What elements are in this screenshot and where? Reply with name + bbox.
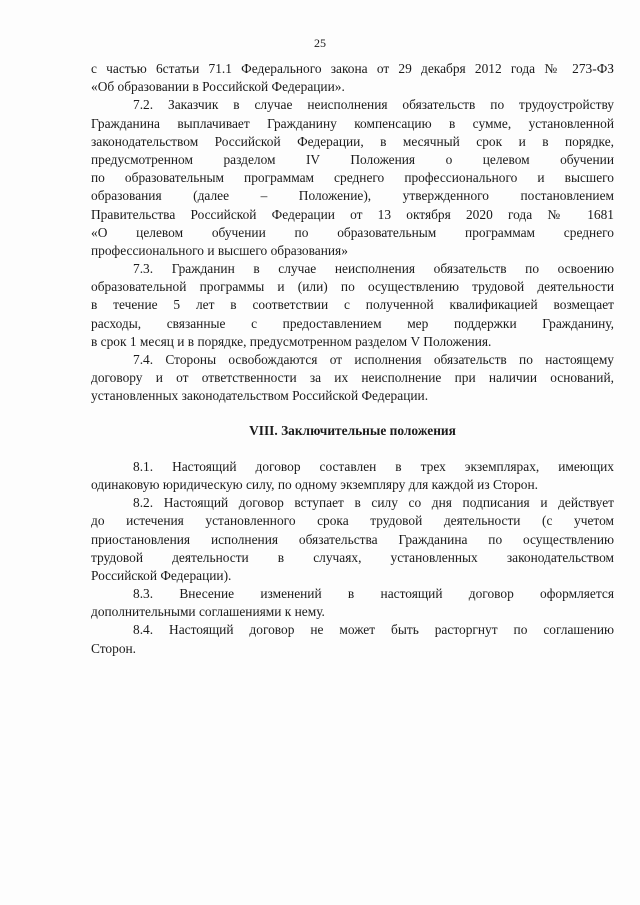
text-line: по образовательным программам среднего профессионального и высшего bbox=[91, 170, 614, 186]
text-line: договору и от ответственности за их неисполнение при наличии оснований, bbox=[91, 370, 614, 386]
text-line: предусмотренном разделом IV Положения о целевом обучении bbox=[91, 151, 614, 167]
paragraph-7-3 bbox=[91, 260, 614, 351]
text-line: 7.3. Гражданин в случае неисполнения обязательств по освоению bbox=[133, 261, 614, 277]
text-line: в срок 1 месяц и в порядке, предусмотренном разделом V Положения. bbox=[91, 333, 492, 349]
text-line: одинаковую юридическую силу, по одному экземпляру для каждой из Сторон. bbox=[91, 476, 538, 492]
text-line: Правительства Российской Федерации от 13 октября 2020 года № 1681 bbox=[91, 206, 614, 222]
page-number: 25 bbox=[314, 36, 326, 50]
text-line: «О целевом обучении по образовательным программам среднего bbox=[91, 224, 614, 240]
text-line: Российской Федерации). bbox=[91, 567, 232, 583]
text-line: трудовой деятельности в случаях, установленных законодательством bbox=[91, 549, 614, 565]
text-line: образовательной программы и (или) по осуществлению трудовой деятельности bbox=[91, 279, 614, 295]
document-body bbox=[91, 60, 614, 658]
paragraph-8-1 bbox=[91, 458, 614, 494]
paragraph-8-3 bbox=[91, 585, 614, 621]
text-line: 8.4. Настоящий договор не может быть расторгнут по соглашению bbox=[133, 622, 614, 638]
text-line: 8.2. Настоящий договор вступает в силу со дня подписания и действует bbox=[133, 495, 614, 511]
text-line: до истечения установленного срока трудовой деятельности (с учетом bbox=[91, 513, 614, 529]
text-line: Гражданина выплачивает Гражданину компенсацию в сумме, установленной bbox=[91, 115, 614, 131]
text-line: 8.3. Внесение изменений в настоящий договор оформляется bbox=[133, 586, 614, 602]
text-line: законодательством Российской Федерации, в месячный срок и в порядке, bbox=[91, 133, 614, 149]
text-line: 7.4. Стороны освобождаются от исполнения обязательств по настоящему bbox=[133, 352, 614, 367]
text-line: «Об образовании в Российской Федерации». bbox=[91, 79, 345, 95]
text-line: образования (далее – Положение), утвержденного постановлением bbox=[91, 188, 614, 204]
text-line: 7.2. Заказчик в случае неисполнения обязательств по трудоустройству bbox=[133, 97, 614, 113]
text-line: дополнительными соглашениями к нему. bbox=[91, 604, 325, 620]
paragraph-8-2 bbox=[91, 494, 614, 585]
text-line: приостановления исполнения обязательства Гражданина по осуществлению bbox=[91, 531, 614, 547]
text-line: Сторон. bbox=[91, 640, 137, 656]
text-line: с частью 6статьи 71.1 Федерального закона от 29 декабря 2012 года № 273-ФЗ bbox=[91, 61, 614, 76]
paragraph-7-4 bbox=[91, 351, 614, 406]
text-line: 8.1. Настоящий договор составлен в трех экземплярах, имеющих bbox=[133, 458, 614, 474]
paragraph-7-1-continuation bbox=[91, 60, 614, 96]
paragraph-7-2 bbox=[91, 96, 614, 260]
text-line: в течение 5 лет в соответствии с полученной квалификацией возмещает bbox=[91, 297, 614, 313]
text-line: профессионального и высшего образования» bbox=[91, 242, 348, 258]
section-title: VIII. Заключительные положения bbox=[249, 422, 456, 438]
text-line: расходы, связанные с предоставлением мер поддержки Гражданину, bbox=[91, 315, 614, 331]
paragraph-8-4 bbox=[91, 621, 614, 657]
text-line: установленных законодательством Российской Федерации. bbox=[91, 388, 429, 404]
